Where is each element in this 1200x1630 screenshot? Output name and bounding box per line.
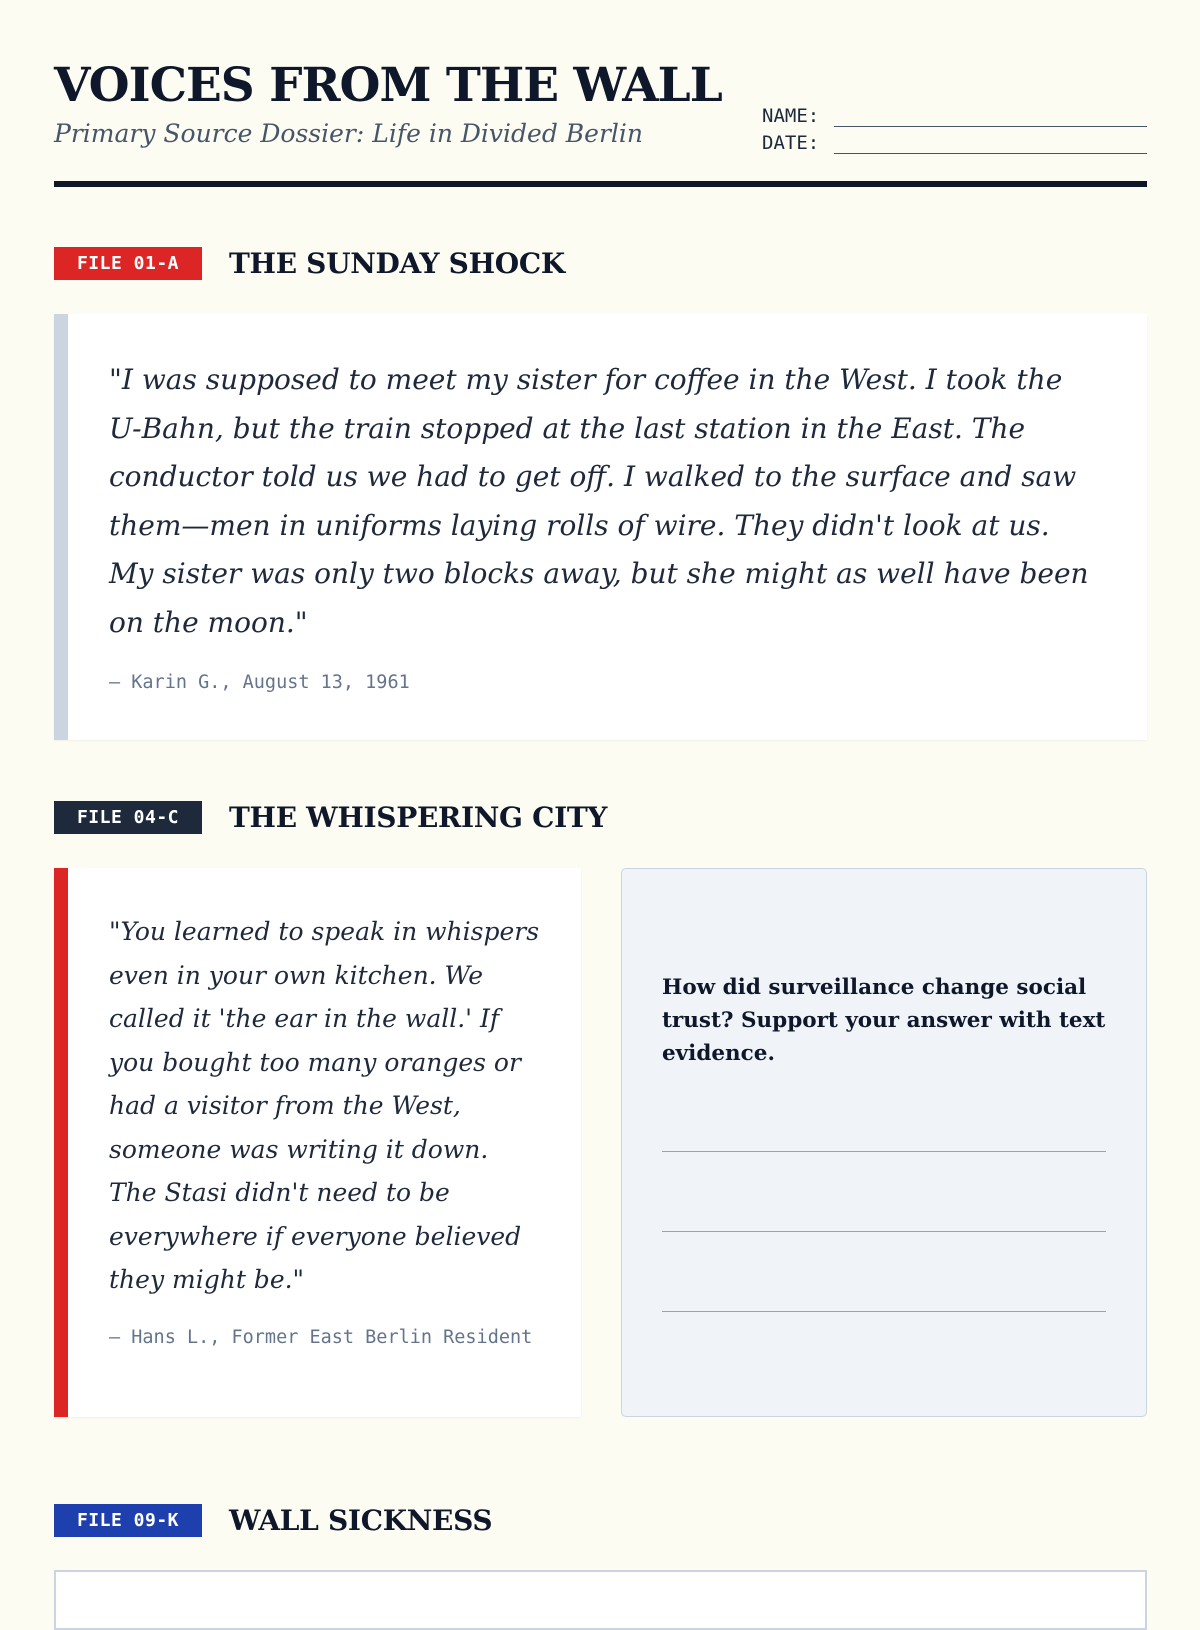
quote-card-sunday-shock bbox=[54, 314, 1147, 740]
quote-text: "I was supposed to meet my sister for coffee in the West. I took the U-Bahn, but the train stopped at the last station in the East. The conductor told us we had to get off. I walked to the surface and saw them—men in uniforms laying rolls of wire. They didn't look at us. My sister was only two blocks away, but she might as well have been on the moon." bbox=[109, 363, 1089, 639]
header-divider bbox=[54, 181, 1147, 187]
wall-sickness-content-box bbox=[54, 1570, 1147, 1630]
quote-source: — Hans L., Former East Berlin Resident bbox=[109, 1326, 533, 1348]
date-label: DATE: bbox=[762, 132, 820, 154]
file-tag: FILE 01-A bbox=[54, 247, 202, 280]
name-blank-line[interactable] bbox=[834, 106, 1147, 127]
quote-text: "You learned to speak in whispers even in your own kitchen. We called it 'the ear in the wall.' If you bought too many oranges or had a visitor from the West, someone was writing it down. The Stasi didn't need to be everywhere if everyone believed they might be." bbox=[109, 917, 540, 1294]
answer-line[interactable] bbox=[662, 1151, 1106, 1152]
section-header-file-04c bbox=[54, 800, 1147, 834]
question-prompt: How did surveillance change social trust? Support your answer with text evidence. bbox=[662, 975, 1106, 1066]
answer-line[interactable] bbox=[662, 1231, 1106, 1232]
page-title: VOICES FROM THE WALL bbox=[54, 58, 722, 113]
student-info-fields bbox=[762, 100, 1147, 154]
section-header-file-01a bbox=[54, 246, 1147, 280]
file-tag: FILE 09-K bbox=[54, 1504, 202, 1537]
date-blank-line[interactable] bbox=[834, 133, 1147, 154]
answer-line[interactable] bbox=[662, 1311, 1106, 1312]
name-label: NAME: bbox=[762, 105, 820, 127]
quote-card-whispering-city bbox=[54, 868, 581, 1417]
section-header-file-09k bbox=[54, 1503, 1147, 1537]
date-field[interactable] bbox=[762, 127, 1147, 154]
page-subtitle: Primary Source Dossier: Life in Divided Berlin bbox=[54, 119, 643, 148]
quote-source: — Karin G., August 13, 1961 bbox=[109, 672, 410, 693]
section-title: WALL SICKNESS bbox=[229, 1503, 493, 1537]
question-card bbox=[621, 868, 1147, 1417]
section-title: THE SUNDAY SHOCK bbox=[229, 246, 565, 280]
file-tag: FILE 04-C bbox=[54, 801, 202, 834]
name-field[interactable] bbox=[762, 100, 1147, 127]
section-title: THE WHISPERING CITY bbox=[229, 800, 608, 834]
worksheet-header bbox=[54, 58, 1147, 186]
